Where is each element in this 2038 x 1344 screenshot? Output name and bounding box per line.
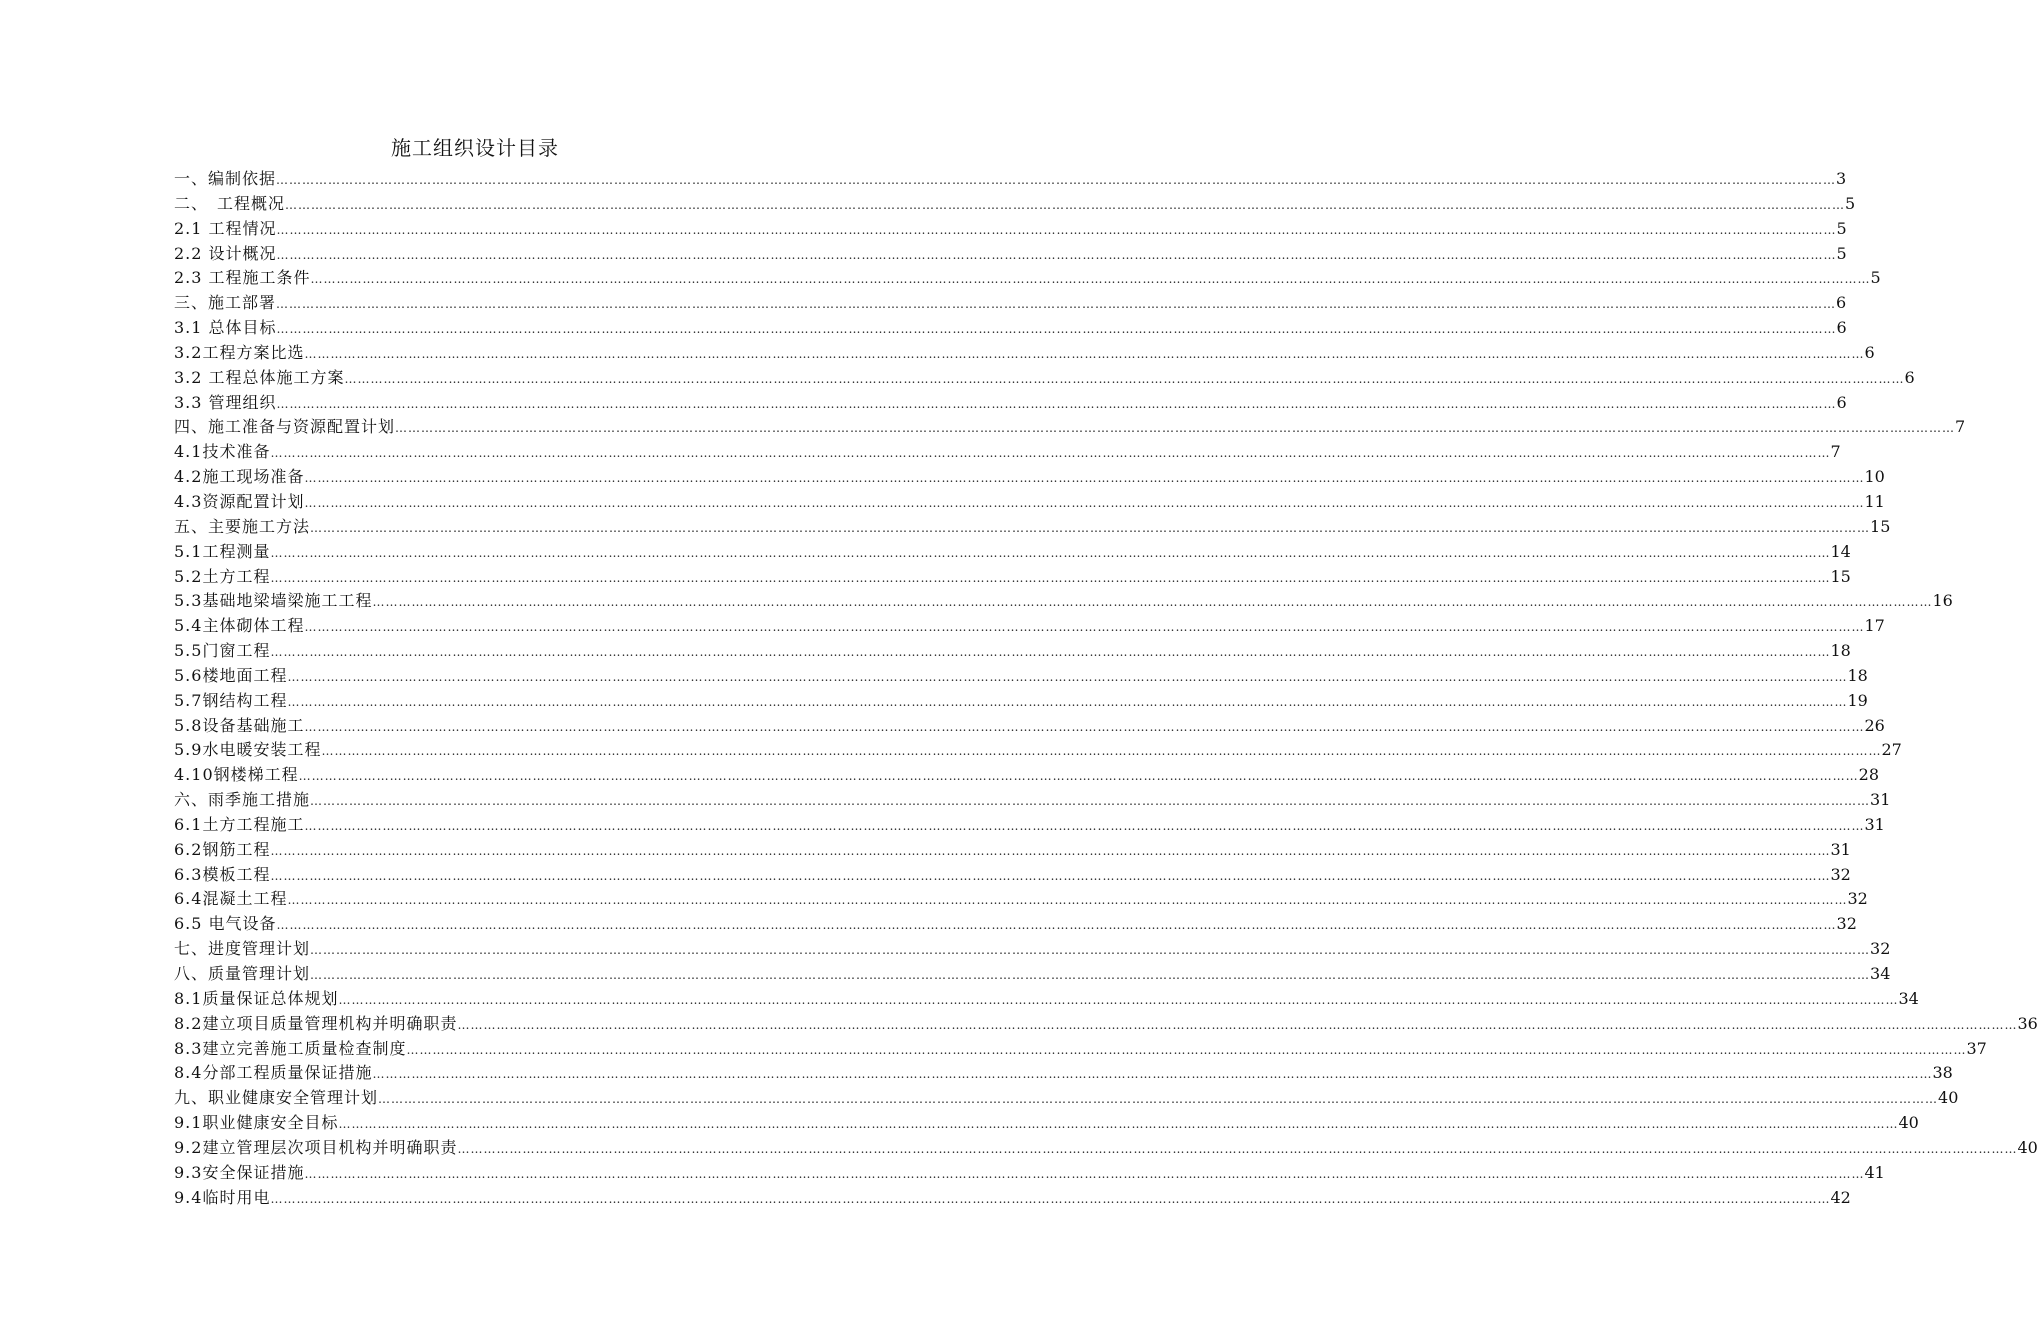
toc-entry[interactable] [174,1161,1885,1186]
toc-dot-leader: ……………………………………………………………………………………………………………………………………………………………………………………………………………………………………………………………………………………………………………………………… [310,794,1871,809]
toc-entry[interactable] [174,515,1891,540]
toc-dot-leader: ……………………………………………………………………………………………………………………………………………………………………………………………………………………………………………………………………………………………………………………………… [287,893,1848,908]
toc-dot-leader: ……………………………………………………………………………………………………………………………………………………………………………………………………………………………………………………………………………………………………………………………… [276,322,1837,337]
toc-entry-page-number: 34 [1898,988,1919,1008]
toc-entry-label: 8.2建立项目质量管理机构并明确职责 [174,1013,458,1033]
toc-entry-page-number: 5 [1836,243,1847,263]
toc-entry[interactable] [174,937,1891,962]
toc-dot-leader: ……………………………………………………………………………………………………………………………………………………………………………………………………………………………………………………………………………………………………………………………… [321,744,1882,759]
toc-entry[interactable] [174,565,1851,590]
toc-dot-leader: ……………………………………………………………………………………………………………………………………………………………………………………………………………………………………………………………………………………………………………………………… [304,818,1865,833]
toc-entry-page-number: 15 [1830,566,1851,586]
toc-entry[interactable] [174,1061,1953,1086]
toc-entry-label: 5.1工程测量 [174,541,271,561]
toc-dot-leader: ……………………………………………………………………………………………………………………………………………………………………………………………………………………………………………………………………………………………………………………………… [304,1166,1865,1181]
toc-entry-label: 六、雨季施工措施 [174,790,311,810]
toc-entry-page-number: 16 [1932,591,1953,611]
toc-entry-label: 6.2钢筋工程 [174,839,271,859]
toc-entry-label: 七、进度管理计划 [174,939,311,959]
toc-entry-label: 5.5门窗工程 [174,641,271,661]
toc-entry[interactable] [174,1136,2038,1161]
toc-dot-leader: ……………………………………………………………………………………………………………………………………………………………………………………………………………………………………………………………………………………………………………………………… [304,471,1865,486]
toc-entry[interactable] [174,838,1851,863]
toc-entry-page-number: 7 [1830,442,1841,462]
toc-entry-label: 5.2土方工程 [174,566,271,586]
table-of-contents [174,167,2038,1210]
toc-entry-page-number: 5 [1836,218,1847,238]
toc-entry-page-number: 5 [1845,193,1856,213]
toc-entry[interactable] [174,664,1868,689]
toc-entry-label: 5.7钢结构工程 [174,690,288,710]
toc-entry-label: 9.2建立管理层次项目机构并明确职责 [174,1137,458,1157]
toc-entry-page-number: 37 [1966,1038,1987,1058]
toc-entry-label: 五、主要施工方法 [174,516,311,536]
toc-entry[interactable] [174,639,1851,664]
toc-entry-page-number: 26 [1864,715,1885,735]
toc-entry[interactable] [174,316,1847,341]
toc-dot-leader: ……………………………………………………………………………………………………………………………………………………………………………………………………………………………………………………………………………………………………………………………… [276,297,1837,312]
toc-entry-label: 2.3 工程施工条件 [174,268,311,288]
toc-entry-label: 二、 工程概况 [174,193,286,213]
toc-entry-page-number: 31 [1864,814,1885,834]
toc-entry[interactable] [174,614,1885,639]
toc-entry-page-number: 3 [1836,169,1847,188]
toc-entry-label: 9.4临时用电 [174,1187,271,1207]
toc-dot-leader: ……………………………………………………………………………………………………………………………………………………………………………………………………………………………………………………………………………………………………………………………… [287,669,1848,684]
toc-entry-label: 四、施工准备与资源配置计划 [174,417,396,437]
toc-entry-label: 3.2工程方案比选 [174,342,305,362]
toc-entry-page-number: 10 [1864,467,1885,487]
toc-entry-page-number: 34 [1870,964,1891,983]
toc-entry-label: 4.1技术准备 [174,442,271,462]
toc-dot-leader: ……………………………………………………………………………………………………………………………………………………………………………………………………………………………………………………………………………………………………………………………… [310,968,1871,982]
toc-entry[interactable] [174,738,1902,763]
toc-dot-leader: ……………………………………………………………………………………………………………………………………………………………………………………………………………………………………………………………………………………………………………………………… [372,595,1933,610]
toc-entry[interactable] [174,912,1857,937]
toc-entry-page-number: 6 [1836,293,1847,313]
toc-dot-leader: ……………………………………………………………………………………………………………………………………………………………………………………………………………………………………………………………………………………………………………………………… [310,272,1871,287]
toc-entry[interactable] [174,465,1885,490]
toc-entry-page-number: 32 [1830,864,1851,884]
toc-entry-page-number: 6 [1836,318,1847,338]
toc-entry-label: 2.2 设计概况 [174,243,277,263]
toc-entry-page-number: 28 [1858,765,1879,785]
toc-dot-leader: ……………………………………………………………………………………………………………………………………………………………………………………………………………………………………………………………………………………………………………………………… [304,719,1865,734]
toc-entry-label: 3.3 管理组织 [174,392,277,412]
toc-entry[interactable] [174,540,1851,565]
toc-dot-leader: ……………………………………………………………………………………………………………………………………………………………………………………………………………………………………………………………………………………………………………………………… [287,694,1848,709]
toc-entry-page-number: 7 [1955,417,1966,437]
toc-entry-page-number: 18 [1847,665,1868,685]
toc-entry[interactable] [174,291,1847,316]
toc-entry-label: 6.4混凝土工程 [174,889,288,909]
toc-entry-page-number: 5 [1870,268,1881,288]
toc-entry-label: 8.1质量保证总体规划 [174,988,339,1008]
toc-dot-leader: ……………………………………………………………………………………………………………………………………………………………………………………………………………………………………………………………………………………………………………………………… [372,1067,1933,1082]
toc-dot-leader: ……………………………………………………………………………………………………………………………………………………………………………………………………………………………………………………………………………………………………………………………… [276,173,1837,187]
toc-entry[interactable] [174,714,1885,739]
toc-entry[interactable] [174,1086,1959,1111]
toc-entry-page-number: 42 [1830,1187,1851,1207]
toc-entry-page-number: 40 [1898,1113,1919,1133]
toc-entry-label: 5.8设备基础施工 [174,715,305,735]
toc-entry[interactable] [174,887,1868,912]
toc-entry-label: 8.4分部工程质量保证措施 [174,1063,373,1083]
toc-entry[interactable] [174,1037,1987,1062]
toc-entry[interactable] [174,1012,2038,1037]
toc-entry[interactable] [174,167,1847,192]
toc-entry-page-number: 32 [1836,914,1857,934]
toc-entry-page-number: 41 [1864,1162,1885,1182]
toc-entry-page-number: 36 [2017,1013,2038,1033]
toc-entry-label: 4.10钢楼梯工程 [174,765,299,785]
toc-dot-leader: ……………………………………………………………………………………………………………………………………………………………………………………………………………………………………………………………………………………………………………………………… [270,545,1831,560]
toc-entry[interactable] [174,1111,1919,1136]
toc-entry-page-number: 38 [1932,1063,1953,1083]
toc-entry-page-number: 17 [1864,616,1885,636]
toc-dot-leader: ……………………………………………………………………………………………………………………………………………………………………………………………………………………………………………………………………………………………………………………………… [276,222,1837,237]
toc-dot-leader: ……………………………………………………………………………………………………………………………………………………………………………………………………………………………………………………………………………………………………………………………… [395,421,1956,436]
toc-entry[interactable] [174,440,1841,465]
toc-entry[interactable] [174,415,1966,440]
toc-entry-page-number: 14 [1830,541,1851,561]
toc-entry[interactable] [174,987,1919,1012]
toc-entry[interactable] [174,589,1953,614]
toc-entry-label: 9.1职业健康安全目标 [174,1113,339,1133]
toc-entry-label: 4.3资源配置计划 [174,491,305,511]
toc-entry-page-number: 6 [1836,392,1847,412]
toc-dot-leader: ……………………………………………………………………………………………………………………………………………………………………………………………………………………………………………………………………………………………………………………………… [270,868,1831,883]
toc-entry-page-number: 40 [2017,1137,2038,1157]
toc-entry-label: 9.3安全保证措施 [174,1162,305,1182]
toc-dot-leader: ……………………………………………………………………………………………………………………………………………………………………………………………………………………………………………………………………………………………………………………………… [378,1092,1939,1107]
toc-entry[interactable] [174,391,1847,416]
toc-entry-label: 5.3基础地梁墙梁施工工程 [174,591,373,611]
toc-entry-label: 3.2 工程总体施工方案 [174,367,345,387]
toc-entry-page-number: 6 [1864,342,1875,362]
toc-dot-leader: ……………………………………………………………………………………………………………………………………………………………………………………………………………………………………………………………………………………………………………………………… [457,1141,2018,1156]
toc-dot-leader: ……………………………………………………………………………………………………………………………………………………………………………………………………………………………………………………………………………………………………………………………… [276,396,1837,411]
toc-dot-leader: ……………………………………………………………………………………………………………………………………………………………………………………………………………………………………………………………………………………………………………………………… [310,520,1871,535]
toc-entry-label: 一、编制依据 [174,169,277,188]
toc-entry[interactable] [174,763,1879,788]
toc-entry-label: 6.1土方工程施工 [174,814,305,834]
toc-dot-leader: ……………………………………………………………………………………………………………………………………………………………………………………………………………………………………………………………………………………………………………………………… [304,620,1865,635]
toc-dot-leader: ……………………………………………………………………………………………………………………………………………………………………………………………………………………………………………………………………………………………………………………………… [270,570,1831,585]
toc-entry[interactable] [174,192,1856,217]
toc-entry[interactable] [174,242,1847,267]
toc-entry[interactable] [174,1186,1851,1211]
toc-entry-page-number: 27 [1881,740,1902,760]
toc-entry-label: 2.1 工程情况 [174,218,277,238]
toc-entry-label: 5.6楼地面工程 [174,665,288,685]
toc-entry[interactable] [174,266,1881,291]
toc-dot-leader: ……………………………………………………………………………………………………………………………………………………………………………………………………………………………………………………………………………………………………………………………… [298,769,1859,784]
toc-entry-page-number: 18 [1830,641,1851,661]
toc-entry-page-number: 32 [1847,889,1868,909]
toc-entry-page-number: 6 [1904,367,1915,387]
toc-entry[interactable] [174,366,1915,391]
toc-entry-label: 8.3建立完善施工质量检查制度 [174,1038,407,1058]
toc-entry-label: 3.1 总体目标 [174,318,277,338]
toc-entry-page-number: 15 [1870,516,1891,536]
toc-entry-label: 5.4主体砌体工程 [174,616,305,636]
toc-entry-label: 5.9水电暖安装工程 [174,740,322,760]
toc-entry-page-number: 32 [1870,939,1891,959]
toc-dot-leader: ……………………………………………………………………………………………………………………………………………………………………………………………………………………………………………………………………………………………………………………………… [270,645,1831,660]
toc-dot-leader: ……………………………………………………………………………………………………………………………………………………………………………………………………………………………………………………………………………………………………………………………… [270,843,1831,858]
toc-dot-leader: ……………………………………………………………………………………………………………………………………………………………………………………………………………………………………………………………………………………………………………………………… [338,992,1899,1007]
toc-dot-leader: ……………………………………………………………………………………………………………………………………………………………………………………………………………………………………………………………………………………………………………………………… [285,197,1846,212]
toc-entry-page-number: 11 [1864,491,1885,511]
toc-entry[interactable] [174,341,1875,366]
toc-entry[interactable] [174,863,1851,888]
toc-dot-leader: ……………………………………………………………………………………………………………………………………………………………………………………………………………………………………………………………………………………………………………………………… [406,1042,1967,1057]
toc-entry[interactable] [174,689,1868,714]
toc-entry-page-number: 31 [1870,790,1891,810]
toc-entry[interactable] [174,813,1885,838]
toc-dot-leader: ……………………………………………………………………………………………………………………………………………………………………………………………………………………………………………………………………………………………………………………………… [270,446,1831,461]
toc-entry[interactable] [174,217,1847,242]
toc-dot-leader: ……………………………………………………………………………………………………………………………………………………………………………………………………………………………………………………………………………………………………………………………… [344,371,1905,386]
toc-entry[interactable] [174,490,1885,515]
toc-dot-leader: ……………………………………………………………………………………………………………………………………………………………………………………………………………………………………………………………………………………………………………………………… [310,943,1871,958]
toc-dot-leader: ……………………………………………………………………………………………………………………………………………………………………………………………………………………………………………………………………………………………………………………………… [457,1017,2018,1032]
toc-dot-leader: ……………………………………………………………………………………………………………………………………………………………………………………………………………………………………………………………………………………………………………………………… [304,495,1865,510]
toc-dot-leader: ……………………………………………………………………………………………………………………………………………………………………………………………………………………………………………………………………………………………………………………………… [276,247,1837,262]
toc-entry-page-number: 19 [1847,690,1868,710]
toc-dot-leader: ……………………………………………………………………………………………………………………………………………………………………………………………………………………………………………………………………………………………………………………………… [270,1191,1831,1206]
toc-entry[interactable] [174,788,1891,813]
toc-entry-page-number: 40 [1938,1088,1959,1108]
toc-dot-leader: ……………………………………………………………………………………………………………………………………………………………………………………………………………………………………………………………………………………………………………………………… [276,918,1837,933]
page-title: 施工组织设计目录 [391,136,559,160]
toc-entry-label: 6.5 电气设备 [174,914,277,934]
toc-entry-label: 八、质量管理计划 [174,964,311,983]
toc-entry-page-number: 31 [1830,839,1851,859]
toc-entry-label: 4.2施工现场准备 [174,467,305,487]
toc-entry[interactable] [174,962,1891,987]
toc-dot-leader: ……………………………………………………………………………………………………………………………………………………………………………………………………………………………………………………………………………………………………………………………… [304,346,1865,361]
toc-entry-label: 九、职业健康安全管理计划 [174,1088,379,1108]
toc-entry-label: 三、施工部署 [174,293,277,313]
toc-dot-leader: ……………………………………………………………………………………………………………………………………………………………………………………………………………………………………………………………………………………………………………………………… [338,1117,1899,1132]
toc-entry-label: 6.3模板工程 [174,864,271,884]
